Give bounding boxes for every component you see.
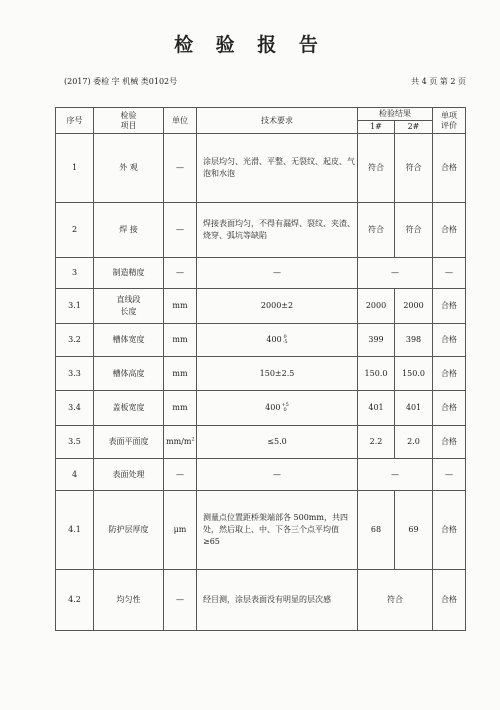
row-result-1: 68	[358, 491, 395, 570]
row-unit: —	[164, 258, 197, 289]
table-row	[56, 391, 466, 426]
row-item: 盖板宽度	[94, 391, 164, 426]
row-unit: mm	[164, 324, 197, 357]
row-requirement	[197, 324, 358, 357]
row-item: 槽体宽度	[94, 324, 164, 357]
row-requirement	[197, 391, 358, 426]
row-unit: —	[164, 134, 197, 203]
tolerance-limits	[283, 335, 288, 345]
header-unit: 单位	[164, 108, 197, 134]
row-requirement: 涂层均匀、光滑、平整、无裂纹、起皮、气泡和水泡	[197, 134, 358, 203]
row-eval: 合格	[433, 391, 466, 426]
header-item: 检验 项目	[94, 108, 164, 134]
row-seq: 4.1	[56, 491, 94, 570]
row-result-2: 2000	[395, 289, 433, 324]
row-seq: 1	[56, 134, 94, 203]
row-requirement: ≤5.0	[197, 426, 358, 459]
row-result-2: 符合	[395, 203, 433, 258]
row-item: 直线段 长度	[94, 289, 164, 324]
tolerance-base: 400	[265, 403, 281, 412]
page-info: 共 4 页 第 2 页	[411, 77, 466, 86]
unit-superscript: 2	[191, 436, 195, 443]
inspection-table	[55, 107, 466, 631]
row-result-2: 符合	[395, 134, 433, 203]
row-eval: 合格	[433, 203, 466, 258]
row-seq: 3.1	[56, 289, 94, 324]
row-seq: 4	[56, 459, 94, 491]
header-result-2: 2#	[395, 121, 433, 134]
header-seq: 序号	[56, 108, 94, 134]
row-seq: 4.2	[56, 570, 94, 631]
row-item: 外 观	[94, 134, 164, 203]
row-result-2: 2.0	[395, 426, 433, 459]
table-row	[56, 459, 466, 491]
row-unit: μm	[164, 491, 197, 570]
row-requirement: 150±2.5	[197, 357, 358, 391]
table-row	[56, 570, 466, 631]
row-unit: —	[164, 203, 197, 258]
header-eval: 单项 评价	[433, 108, 466, 134]
row-unit: —	[164, 459, 197, 491]
row-eval: 合格	[433, 570, 466, 631]
row-result-1: 2.2	[358, 426, 395, 459]
tolerance-base: 400	[266, 335, 282, 344]
row-requirement: —	[197, 258, 358, 289]
row-result-2: 401	[395, 391, 433, 426]
report-number: (2017) 委检 字 机械 类0102号	[64, 77, 178, 86]
row-item: 槽体高度	[94, 357, 164, 391]
row-unit: mm	[164, 289, 197, 324]
row-item: 焊 接	[94, 203, 164, 258]
row-eval: 合格	[433, 134, 466, 203]
row-seq: 3.3	[56, 357, 94, 391]
header-result-1: 1#	[358, 121, 395, 134]
tolerance-lower: 0	[283, 407, 287, 413]
row-eval: —	[433, 459, 466, 491]
row-eval: 合格	[433, 357, 466, 391]
row-eval: 合格	[433, 491, 466, 570]
row-requirement: 经目测，涂层表面没有明显的层次感	[197, 570, 358, 631]
row-item: 均匀性	[94, 570, 164, 631]
row-result-merged: 符合	[358, 570, 433, 631]
row-unit: mm	[164, 357, 197, 391]
row-eval: 合格	[433, 426, 466, 459]
row-unit: —	[164, 570, 197, 631]
row-result-merged: —	[358, 258, 433, 289]
tolerance-limits	[281, 403, 288, 413]
unit-base: mm/m	[166, 437, 192, 446]
table-header-row	[56, 108, 466, 121]
row-requirement: 测量点位置距桥架端部各 500mm，共四处，然后取上、中、下各三个点平均值≥65	[197, 491, 358, 570]
table-row	[56, 357, 466, 391]
tolerance-upper: +5	[281, 402, 289, 408]
row-seq: 3.4	[56, 391, 94, 426]
row-seq: 3.5	[56, 426, 94, 459]
row-result-1: 符合	[358, 203, 395, 258]
table-row	[56, 289, 466, 324]
row-unit	[164, 426, 197, 459]
row-result-1: 符合	[358, 134, 395, 203]
table-row	[56, 491, 466, 570]
row-requirement: 焊接表面均匀，不得有漏焊、裂纹、夹渣、烧穿、弧坑等缺陷	[197, 203, 358, 258]
row-requirement: 2000±2	[197, 289, 358, 324]
row-seq: 2	[56, 203, 94, 258]
row-result-1: 401	[358, 391, 395, 426]
row-requirement: —	[197, 459, 358, 491]
table-row	[56, 426, 466, 459]
tolerance-upper: 0	[283, 334, 287, 340]
row-result-2: 398	[395, 324, 433, 357]
row-eval: —	[433, 258, 466, 289]
row-result-1: 150.0	[358, 357, 395, 391]
row-result-2: 69	[395, 491, 433, 570]
report-title: 检 验 报 告	[174, 34, 326, 56]
header-results: 检验结果	[358, 108, 433, 121]
row-item: 防护层厚度	[94, 491, 164, 570]
row-eval: 合格	[433, 289, 466, 324]
row-item: 表面平面度	[94, 426, 164, 459]
row-seq: 3	[56, 258, 94, 289]
row-item: 制造精度	[94, 258, 164, 289]
header-requirement: 技术要求	[197, 108, 358, 134]
row-result-merged: —	[358, 459, 433, 491]
table-row	[56, 134, 466, 203]
row-result-1: 399	[358, 324, 395, 357]
row-item: 表面处理	[94, 459, 164, 491]
table-row	[56, 324, 466, 357]
tolerance-lower: -5	[282, 339, 288, 345]
table-row	[56, 258, 466, 289]
table-row	[56, 203, 466, 258]
row-eval: 合格	[433, 324, 466, 357]
row-unit: mm	[164, 391, 197, 426]
row-seq: 3.2	[56, 324, 94, 357]
row-result-1: 2000	[358, 289, 395, 324]
row-result-2: 150.0	[395, 357, 433, 391]
